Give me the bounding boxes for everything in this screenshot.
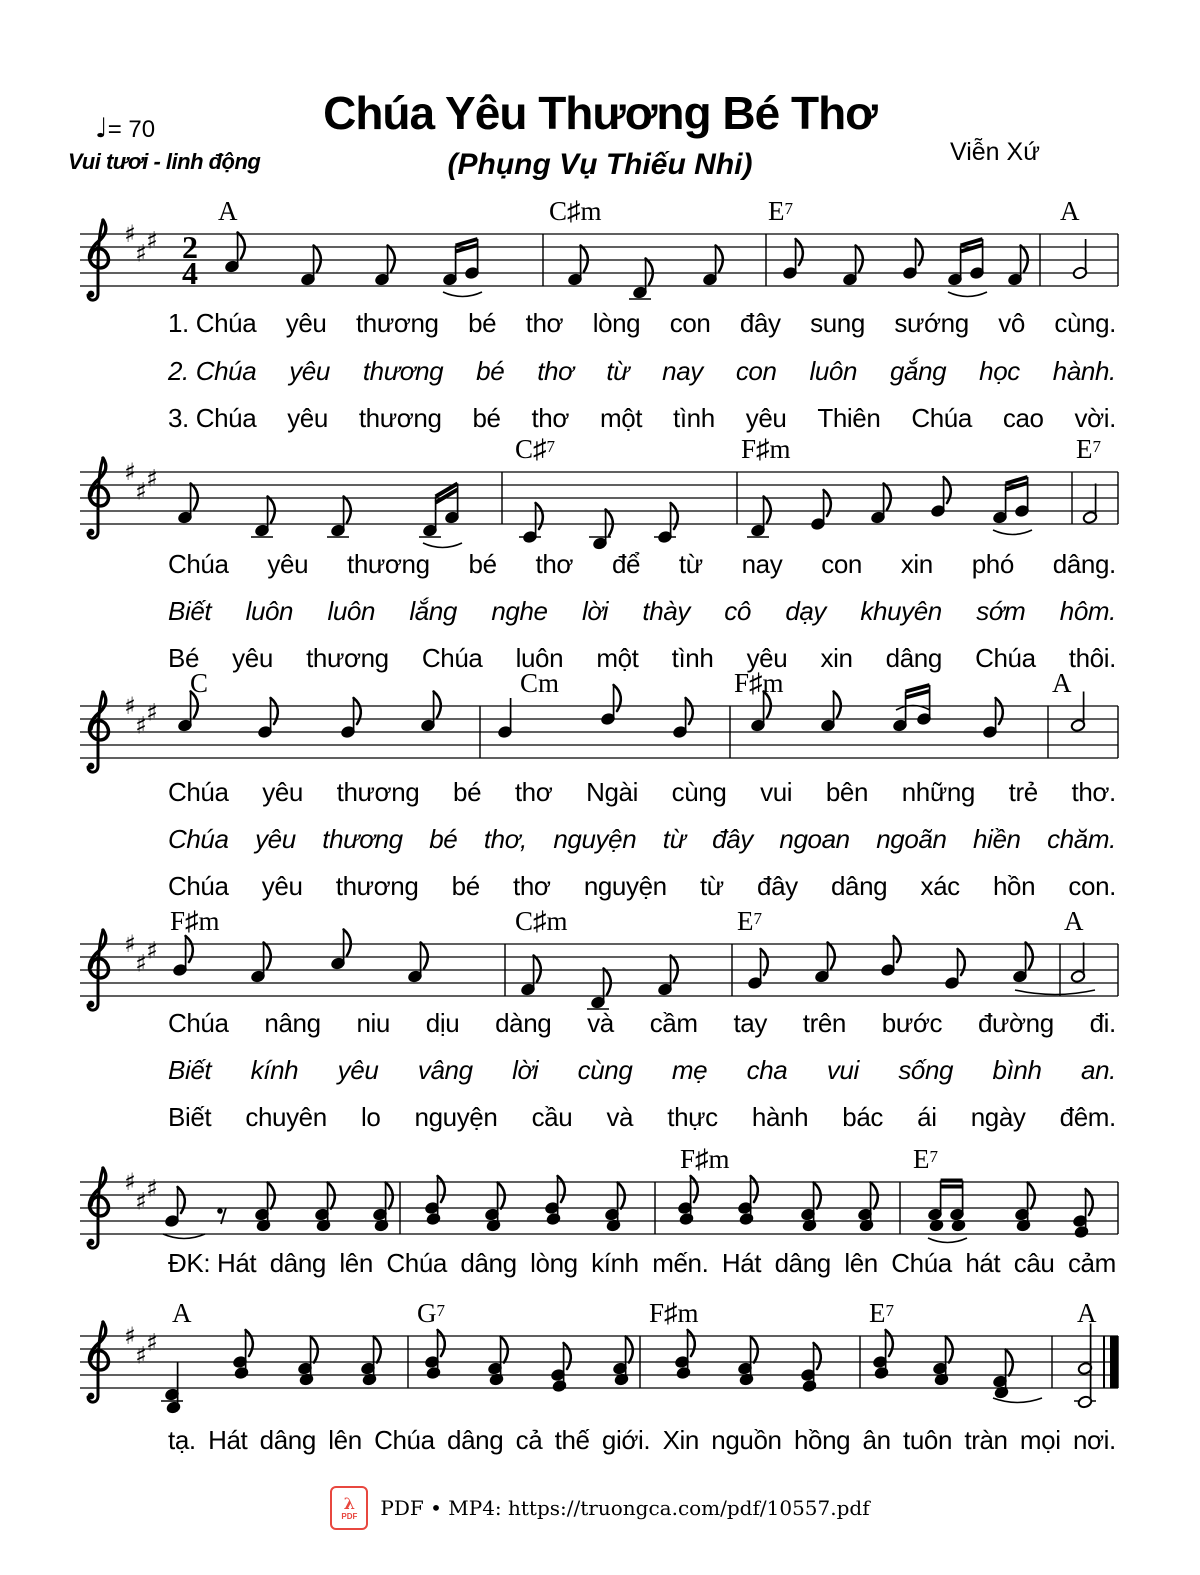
lyric-word: Thiên xyxy=(817,403,881,433)
lyric-word: lời xyxy=(581,596,609,626)
lyric-word: dâng xyxy=(447,1425,504,1455)
lyric-word: cha xyxy=(746,1055,788,1085)
lyric-word: Chúa xyxy=(168,1008,229,1038)
lyric-word: nay xyxy=(662,356,703,386)
sharp-sign: ♯ xyxy=(146,226,158,255)
lyric-word: Chúa xyxy=(374,1425,435,1455)
lyric-word: yêu xyxy=(746,643,788,673)
sharp-sign: ♯ xyxy=(146,464,158,493)
lyric-word: vô xyxy=(998,308,1025,338)
lyric-word: thơ xyxy=(537,356,574,386)
lyric-word: kính xyxy=(591,1248,639,1278)
chord-label: F♯m xyxy=(680,1144,730,1174)
lyric-word: bé xyxy=(472,403,501,433)
lyric-word: bé xyxy=(453,777,482,807)
lyric-word: con xyxy=(735,356,777,386)
lyric-word: xin xyxy=(900,549,933,579)
lyric-word: cầm xyxy=(649,1008,698,1038)
lyric-word: yêu xyxy=(267,549,309,579)
music-staff-svg xyxy=(0,412,1200,572)
chord-label: C♯$^7$ xyxy=(515,434,556,464)
lyric-word: chăm. xyxy=(1047,824,1116,854)
lyric-word: bé xyxy=(468,308,497,338)
lyric-word: yêu xyxy=(261,871,303,901)
lyric-word: thơ xyxy=(535,549,574,579)
lyric-word: vui xyxy=(826,1055,859,1085)
lyric-word: sớm xyxy=(976,596,1026,626)
lyric-word: tình xyxy=(671,643,714,673)
lyric-word: chuyên xyxy=(245,1102,327,1132)
lyric-word: yêu xyxy=(745,403,787,433)
time-signature: 2 xyxy=(182,229,198,265)
lyric-word: dâng xyxy=(460,1248,517,1278)
lyric-word: dàng xyxy=(495,1008,552,1038)
lyric-word: một xyxy=(596,643,639,673)
pdf-icon-label: PDF xyxy=(341,1511,358,1521)
lyric-word: vui xyxy=(760,777,793,807)
lyric-line xyxy=(168,549,1116,580)
lyric-word: thơ. xyxy=(1071,777,1116,807)
lyric-word: lắng xyxy=(409,596,457,626)
lyric-word: luôn xyxy=(245,596,294,626)
lyric-word: ngoãn xyxy=(876,824,947,854)
sharp-sign: ♯ xyxy=(146,936,158,965)
chord-label: A xyxy=(1060,196,1080,226)
lyric-word: dâng xyxy=(269,1248,326,1278)
sharp-sign: ♯ xyxy=(135,239,147,268)
lyric-word: lời xyxy=(512,1055,539,1085)
lyric-word: lo xyxy=(360,1102,381,1132)
lyric-word: mẹ xyxy=(671,1055,708,1085)
composer-name: Viễn Xứ xyxy=(950,138,1040,166)
lyric-word: Chúa xyxy=(168,549,229,579)
footer-url-link[interactable]: https://truongca.com/pdf/10557.pdf xyxy=(508,1496,870,1520)
lyric-word: cả xyxy=(515,1425,543,1455)
sharp-sign: ♯ xyxy=(124,458,136,486)
sharp-sign: ♯ xyxy=(124,1168,136,1196)
lyric-word: an. xyxy=(1081,1055,1116,1085)
lyric-word: vâng xyxy=(417,1055,473,1085)
lyric-word: tay xyxy=(733,1008,767,1038)
footer-prefix: PDF • MP4: xyxy=(380,1496,509,1520)
lyric-word: đi. xyxy=(1089,1008,1116,1038)
lyric-word: tình xyxy=(673,403,715,433)
lyric-word: dâng. xyxy=(1052,549,1116,579)
lyric-word: hành xyxy=(751,1102,809,1132)
sharp-sign: ♯ xyxy=(135,1187,147,1216)
lyric-word: sống xyxy=(898,1055,954,1085)
lyric-word: hồn xyxy=(992,871,1036,901)
chord-label: F♯m xyxy=(170,906,220,936)
lyric-word: dịu xyxy=(425,1008,460,1038)
lyric-word: cùng. xyxy=(1054,308,1116,338)
chord-label: F♯m xyxy=(649,1298,699,1328)
time-signature: 4 xyxy=(182,255,198,291)
lyric-word: nay xyxy=(741,549,783,579)
lyric-word: bé xyxy=(451,871,480,901)
chord-label: $E^7$ xyxy=(737,906,762,936)
lyric-word: Chúa xyxy=(168,824,229,854)
chord-label: $E^7$ xyxy=(913,1144,938,1174)
pdf-icon-glyph: λ xyxy=(343,1493,355,1513)
lyric-word: Hát xyxy=(721,1248,762,1278)
lyric-word: luôn xyxy=(515,643,564,673)
lyric-word: thực xyxy=(667,1102,718,1132)
lyric-word: yêu xyxy=(337,1055,379,1085)
sharp-sign: ♯ xyxy=(135,711,147,740)
chord-label: $E^7$ xyxy=(1076,434,1101,464)
lyric-word: thương xyxy=(362,356,444,386)
staff-system xyxy=(0,1276,1200,1436)
lyric-word: giới. xyxy=(601,1425,651,1455)
final-barline-thick xyxy=(1110,1336,1118,1388)
lyric-word: nơi. xyxy=(1072,1425,1116,1455)
lyric-word: 3. Chúa xyxy=(168,403,257,433)
tempo-value: = 70 xyxy=(107,116,156,143)
pdf-file-icon[interactable] xyxy=(330,1486,368,1530)
lyric-word: Chúa xyxy=(975,643,1036,673)
lyric-word: hôm. xyxy=(1059,596,1116,626)
lyric-word: sướng xyxy=(894,308,969,338)
lyric-word: đây xyxy=(712,824,753,854)
lyric-word: ân xyxy=(862,1425,891,1455)
lyric-word: đường xyxy=(977,1008,1054,1038)
lyric-word: lòng xyxy=(592,308,641,338)
lyric-line xyxy=(168,403,1116,434)
lyric-line xyxy=(168,1248,1116,1279)
chord-label: Cm xyxy=(520,668,560,698)
lyric-word: bé xyxy=(429,824,458,854)
lyric-line xyxy=(168,824,1116,855)
chord-label: F♯m xyxy=(734,668,784,698)
chord-label: C♯m xyxy=(549,196,602,226)
quarter-note-icon: ♩ xyxy=(95,113,108,144)
lyric-word: thương xyxy=(358,403,442,433)
lyric-word: từ xyxy=(678,549,703,579)
lyric-word: thương xyxy=(335,871,419,901)
song-subtitle: (Phụng Vụ Thiếu Nhi) xyxy=(447,148,753,181)
lyric-word: hồng xyxy=(793,1425,851,1455)
lyric-word: nguyện xyxy=(583,871,667,901)
lyric-word: cảm xyxy=(1067,1248,1116,1278)
lyric-word: từ xyxy=(662,824,686,854)
lyric-word: lòng xyxy=(530,1248,578,1278)
lyric-word: bé xyxy=(476,356,505,386)
lyric-word: cầu xyxy=(531,1102,573,1132)
lyric-word: Chúa xyxy=(168,871,229,901)
lyric-word: bác xyxy=(842,1102,884,1132)
lyric-word: nâng xyxy=(264,1008,321,1038)
lyric-word: sung xyxy=(810,308,865,338)
chord-label: $E^7$ xyxy=(869,1298,894,1328)
lyric-word: Xin xyxy=(662,1425,699,1455)
lyric-word: thương xyxy=(306,643,389,673)
lyric-word: thơ xyxy=(531,403,570,433)
lyric-word: ĐK: Hát xyxy=(168,1248,257,1278)
lyric-word: con xyxy=(669,308,711,338)
lyric-word: thế xyxy=(554,1425,590,1455)
lyric-line xyxy=(168,871,1116,902)
lyric-line xyxy=(168,308,1116,339)
lyric-word: câu xyxy=(1013,1248,1055,1278)
lyric-word: Chúa xyxy=(891,1248,952,1278)
sharp-sign: ♯ xyxy=(135,477,147,506)
lyric-word: nguyện xyxy=(414,1102,498,1132)
lyric-word: từ xyxy=(606,356,630,386)
sharp-sign: ♯ xyxy=(124,930,136,958)
chord-label: $G^7$ xyxy=(417,1298,445,1328)
staff-system xyxy=(0,412,1200,572)
lyric-word: Chúa xyxy=(168,777,229,807)
tempo-expression: Vui tươi - linh động xyxy=(68,149,261,174)
lyric-word: dâng xyxy=(885,643,942,673)
lyric-word: bình xyxy=(992,1055,1042,1085)
lyric-word: từ xyxy=(699,871,724,901)
lyric-word: 2. Chúa xyxy=(168,356,257,386)
lyric-word: tạ. xyxy=(168,1425,196,1455)
lyric-line xyxy=(168,777,1116,808)
lyric-word: nghe xyxy=(491,596,548,626)
lyric-word: thương xyxy=(347,549,430,579)
lyric-word: thơ, xyxy=(483,824,527,854)
lyric-word: Chúa xyxy=(421,643,483,673)
lyric-word: thơ xyxy=(513,871,551,901)
lyric-line xyxy=(168,643,1116,674)
lyric-word: Biết xyxy=(168,1055,212,1085)
lyric-word: nguồn xyxy=(711,1425,782,1455)
lyric-word: Chúa xyxy=(386,1248,447,1278)
lyric-word: thày xyxy=(642,596,690,626)
chord-label: A xyxy=(218,196,238,226)
lyric-word: Ngài xyxy=(586,777,638,807)
tempo-marking xyxy=(95,113,155,144)
lyric-word: kính xyxy=(250,1055,299,1085)
chord-label: C♯m xyxy=(515,906,568,936)
lyric-word: trẻ xyxy=(1008,777,1038,807)
lyric-word: khuyên xyxy=(860,596,942,626)
lyric-word: Biết xyxy=(168,596,212,626)
lyric-word: con xyxy=(821,549,862,579)
chord-label: A xyxy=(1077,1298,1097,1328)
lyric-line xyxy=(168,1055,1116,1086)
lyric-word: bé xyxy=(468,549,497,579)
lyric-word: trên xyxy=(802,1008,846,1038)
lyric-word: yêu xyxy=(287,403,328,433)
lyric-word: thương xyxy=(355,308,439,338)
chord-label: $E^7$ xyxy=(768,196,793,226)
lyric-word: mọi xyxy=(1019,1425,1061,1455)
lyric-word: hát xyxy=(965,1248,1001,1278)
sharp-sign: ♯ xyxy=(124,692,136,720)
lyric-word: ngoan xyxy=(779,824,850,854)
lyric-word: dâng xyxy=(831,871,888,901)
lyric-word: thôi. xyxy=(1068,643,1116,673)
lyric-word: luôn xyxy=(327,596,376,626)
lyric-line xyxy=(168,356,1116,387)
lyric-word: xin xyxy=(820,643,853,673)
lyric-word: đêm. xyxy=(1059,1102,1116,1132)
lyric-line xyxy=(168,596,1116,627)
lyric-word: cùng xyxy=(577,1055,633,1085)
lyric-word: hành. xyxy=(1052,356,1116,386)
lyric-word: dạy xyxy=(785,596,827,626)
lyric-word: nguyện xyxy=(553,824,637,854)
lyric-word: tuôn xyxy=(903,1425,953,1455)
lyric-word: lên xyxy=(328,1425,362,1455)
lyric-word: 1. Chúa xyxy=(168,308,257,338)
lyric-word: gắng xyxy=(889,356,947,386)
chord-label: A xyxy=(172,1298,192,1328)
lyric-word: dâng xyxy=(259,1425,316,1455)
lyric-word: đây xyxy=(757,871,798,901)
footer xyxy=(0,1486,1200,1530)
lyric-word: Biết xyxy=(168,1102,212,1132)
lyric-word: và xyxy=(587,1008,614,1038)
lyric-word: và xyxy=(606,1102,634,1132)
lyric-word: Hát xyxy=(208,1425,248,1455)
chord-label: C xyxy=(190,668,209,698)
sharp-sign: ♯ xyxy=(124,1322,136,1350)
lyric-word: để xyxy=(611,549,641,579)
lyric-word: yêu xyxy=(255,824,296,854)
lyric-word: bên xyxy=(825,777,869,807)
lyric-word: mến. xyxy=(652,1248,709,1278)
lyric-line xyxy=(168,1425,1116,1456)
lyric-word: luôn xyxy=(809,356,858,386)
sharp-sign: ♯ xyxy=(146,1174,158,1203)
chord-label: A xyxy=(1052,668,1072,698)
sharp-sign: ♯ xyxy=(124,220,136,248)
lyric-line xyxy=(168,1008,1116,1039)
lyric-word: yêu xyxy=(262,777,303,807)
lyric-word: con. xyxy=(1068,871,1116,901)
lyric-word: ái xyxy=(917,1102,937,1132)
sharp-sign: ♯ xyxy=(146,698,158,727)
sharp-sign: ♯ xyxy=(135,949,147,978)
lyric-word: xác xyxy=(920,871,960,901)
lyric-word: cao xyxy=(1002,403,1044,433)
sharp-sign: ♯ xyxy=(135,1341,147,1370)
lyric-word: phó xyxy=(971,549,1014,579)
song-title: Chúa Yêu Thương Bé Thơ xyxy=(323,87,877,139)
lyric-line xyxy=(168,1102,1116,1133)
lyric-word: Bé xyxy=(168,643,200,673)
lyric-word: yêu xyxy=(232,643,273,673)
lyric-word: những xyxy=(901,777,975,807)
sharp-sign: ♯ xyxy=(146,1328,158,1357)
lyric-word: thơ xyxy=(525,308,564,338)
lyric-word: Chúa xyxy=(911,403,972,433)
lyric-word: thương xyxy=(322,824,403,854)
lyric-word: niu xyxy=(356,1008,390,1038)
lyric-word: đây xyxy=(739,308,781,338)
lyric-word: vời. xyxy=(1074,403,1116,433)
lyric-word: thơ xyxy=(514,777,553,807)
lyric-word: lên xyxy=(339,1248,373,1278)
lyric-word: yêu xyxy=(289,356,330,386)
lyric-word: thương xyxy=(336,777,420,807)
chord-label: F♯m xyxy=(741,434,791,464)
lyric-word: dâng xyxy=(774,1248,831,1278)
lyric-word: cùng xyxy=(671,777,727,807)
lyric-word: ngày xyxy=(970,1102,1026,1132)
lyric-word: yêu xyxy=(285,308,327,338)
lyric-word: một xyxy=(599,403,643,433)
lyric-word: lên xyxy=(844,1248,878,1278)
chord-label: A xyxy=(1064,906,1084,936)
lyric-word: bước xyxy=(881,1008,943,1038)
lyric-word: học xyxy=(979,356,1020,386)
lyric-word: cô xyxy=(724,596,751,626)
lyric-word: hiền xyxy=(973,824,1021,854)
lyric-word: tràn xyxy=(964,1425,1008,1455)
